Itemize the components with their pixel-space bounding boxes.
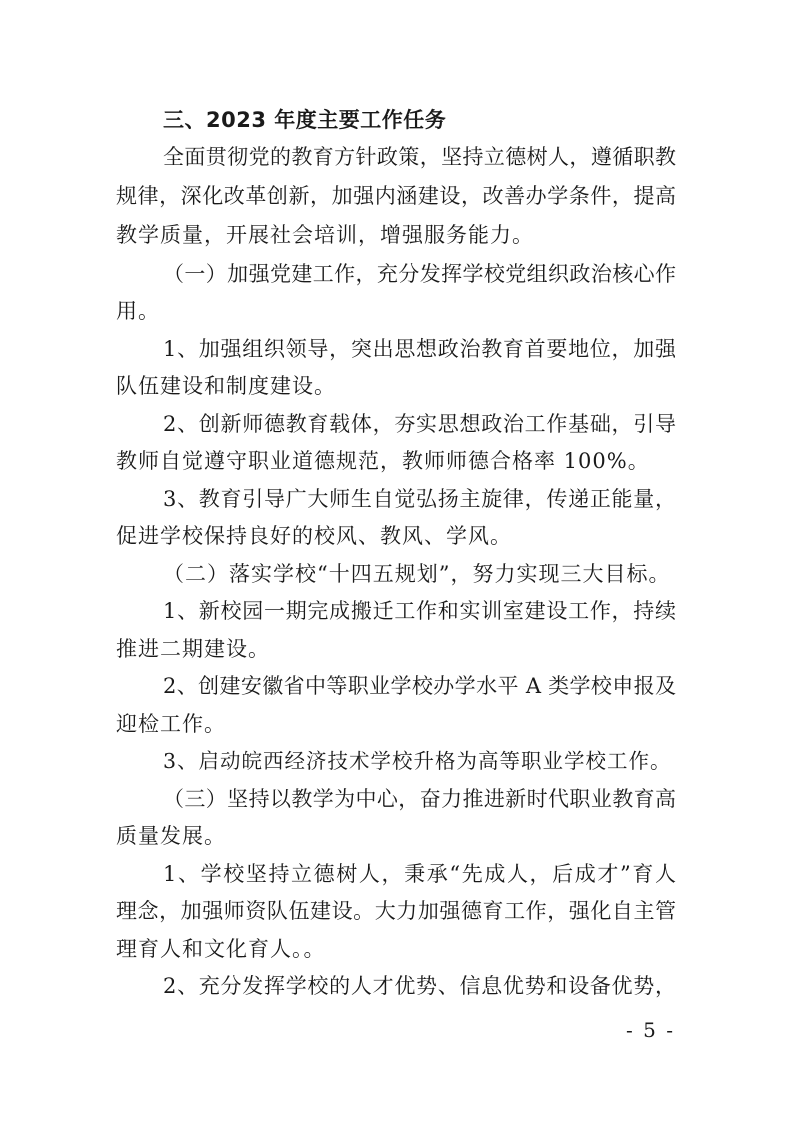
paragraph-line: 迎检工作。: [116, 712, 226, 736]
paragraph-line: 1、加强组织领导，突出思想政治教育首要地位，加强: [163, 337, 676, 361]
paragraph-line: 2、创新师德教育载体，夯实思想政治工作基础，引导: [163, 412, 676, 436]
paragraph-line: （一）加强党建工作，充分发挥学校党组织政治核心作: [163, 262, 676, 286]
paragraph-line: 用。: [116, 299, 160, 323]
paragraph-line: （二）落实学校“十四五规划”，努力实现三大目标。: [163, 562, 671, 586]
paragraph-line: 队伍建设和制度建设。: [116, 374, 336, 398]
paragraph-line: 教学质量，开展社会培训，增强服务能力。: [116, 223, 534, 247]
paragraph-line: 2、充分发挥学校的人才优势、信息优势和设备优势，: [163, 974, 676, 998]
paragraph-line: 全面贯彻党的教育方针政策，坚持立德树人，遵循职教: [163, 145, 676, 169]
paragraph-line: 教师自觉遵守职业道德规范，教师师德合格率 100%。: [116, 449, 650, 473]
paragraph-line: 理育人和文化育人。。: [116, 937, 326, 961]
paragraph-line: 3、启动皖西经济技术学校升格为高等职业学校工作。: [163, 749, 672, 773]
paragraph-line: 1、学校坚持立德树人，秉承“先成人，后成才”育人: [163, 862, 676, 886]
paragraph-line: 质量发展。: [116, 824, 226, 848]
paragraph-line: 3、教育引导广大师生自觉弘扬主旋律，传递正能量，: [163, 487, 676, 511]
paragraph-line: 理念，加强师资队伍建设。大力加强德育工作，强化自主管: [116, 899, 676, 923]
page-number: - 5 -: [626, 1018, 675, 1042]
section-heading: 三、2023 年度主要工作任务: [163, 108, 447, 132]
paragraph-line: （三）坚持以教学为中心，奋力推进新时代职业教育高: [163, 787, 676, 811]
paragraph-line: 推进二期建设。: [116, 637, 270, 661]
paragraph-line: 规律，深化改革创新，加强内涵建设，改善办学条件，提高: [116, 184, 676, 208]
paragraph-line: 促进学校保持良好的校风、教风、学风。: [116, 524, 512, 548]
paragraph-line: 1、新校园一期完成搬迁工作和实训室建设工作，持续: [163, 599, 676, 623]
paragraph-line: 2、创建安徽省中等职业学校办学水平 A 类学校申报及: [163, 674, 676, 698]
